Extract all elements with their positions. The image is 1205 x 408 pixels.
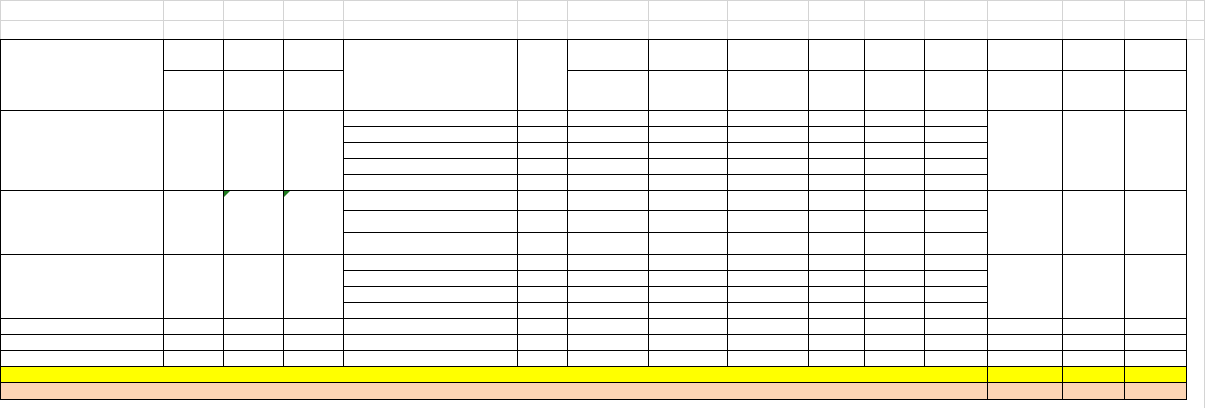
- grid-line: [0, 39, 1187, 40]
- grid-line: [567, 70, 1187, 71]
- grid-line: [343, 158, 988, 159]
- grid-line: [343, 270, 988, 271]
- grid-line: [0, 334, 1187, 335]
- grid-line: [0, 0, 1205, 1]
- grid-line: [987, 366, 988, 400]
- grid-line: [343, 210, 988, 211]
- grid-line: [343, 174, 988, 175]
- comment-marker: [284, 191, 290, 197]
- grid-line: [0, 399, 1187, 400]
- grid-line: [0, 366, 1187, 367]
- grid-line: [1124, 366, 1125, 400]
- grid-line: [0, 350, 1187, 351]
- grid-line: [343, 302, 988, 303]
- grid-line: [343, 286, 988, 287]
- comment-marker: [224, 191, 230, 197]
- grid-line: [0, 318, 1187, 319]
- grid-line: [163, 70, 344, 71]
- grid-line: [0, 254, 1187, 255]
- grid-line: [0, 20, 1205, 21]
- grid-line: [1062, 366, 1063, 400]
- grid-line: [0, 190, 1187, 191]
- grid-line: [0, 366, 1, 400]
- grid-line: [1186, 366, 1187, 400]
- total-band-peach: [0, 382, 1186, 399]
- total-band-yellow: [0, 366, 1186, 382]
- grid-line: [343, 126, 988, 127]
- grid-line: [0, 382, 1187, 383]
- grid-line: [343, 142, 988, 143]
- grid-line: [0, 110, 1187, 111]
- grid-line: [343, 232, 988, 233]
